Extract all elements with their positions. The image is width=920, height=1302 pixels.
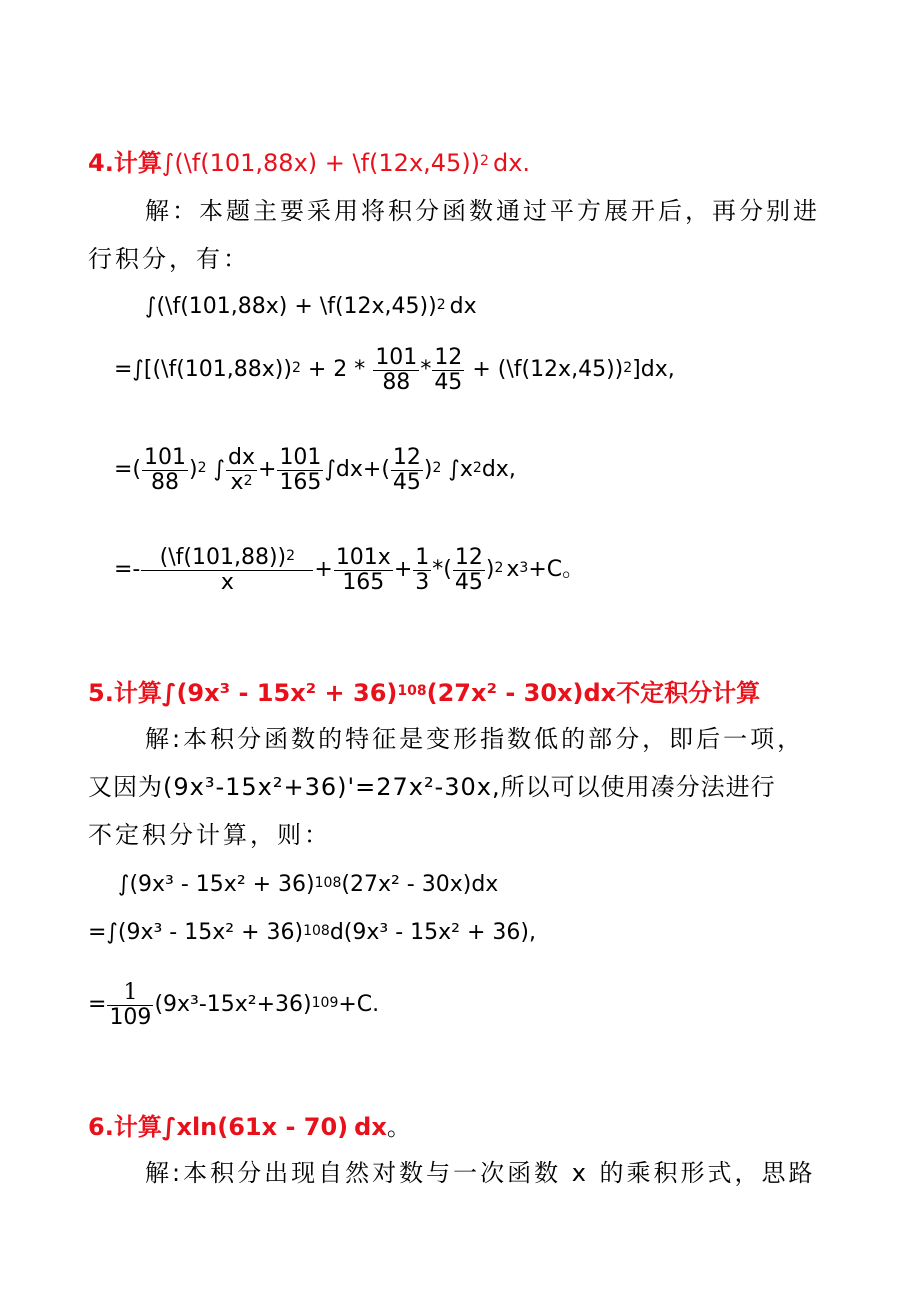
problem-tail: 不定积分计算	[616, 679, 761, 707]
exponent: 108	[314, 875, 342, 891]
exponent: 2	[623, 360, 633, 376]
solution-5-line-2: 又因为(9x³-15x²+36)'=27x²-30x,所以可以使用凑分法进行	[88, 773, 776, 801]
problem-expression: ∫(9x³ - 15x² + 36)	[161, 679, 398, 707]
fraction	[141, 546, 313, 595]
problem-6-heading	[88, 1112, 411, 1142]
solution-4-line-2: 行积分，有：	[88, 245, 250, 273]
eq-text: ∫(9x³ - 15x² + 36)	[118, 872, 315, 897]
eq-4-4	[114, 540, 584, 600]
numerator: 12	[434, 344, 463, 370]
eq-text: ∫(\f(101,88x) + \f(12x,45))	[145, 294, 437, 319]
eq-text: (27x² - 30x)dx	[341, 872, 499, 897]
exponent: 2	[472, 460, 482, 476]
numerator: 101x	[335, 544, 391, 570]
eq-text: ∫x	[448, 457, 473, 482]
fraction	[391, 446, 423, 495]
fraction	[107, 981, 153, 1030]
eq-text: dx	[449, 294, 477, 319]
problem-number: 4.	[88, 149, 114, 177]
eq-text: =∫(9x³ - 15x² + 36)	[88, 920, 304, 945]
problem-number: 5.	[88, 679, 114, 707]
eq-text: =-	[114, 557, 141, 582]
fraction	[373, 346, 419, 395]
problem-expression: ∫(\f(101,88x) + \f(12x,45))	[161, 149, 481, 177]
denominator: x	[230, 469, 244, 495]
eq-text: +	[393, 557, 413, 582]
eq-text: +C.	[338, 992, 380, 1017]
denominator: 165	[342, 569, 385, 595]
exponent: 2	[480, 153, 489, 169]
eq-5-3	[88, 972, 379, 1038]
eq-text: =∫[(\f(101,88x))	[114, 357, 292, 382]
integral-sign: ∫	[213, 457, 226, 482]
eq-text: x	[506, 557, 520, 582]
eq-5-2	[88, 918, 536, 948]
exponent: 3	[519, 560, 529, 576]
problem-label: 计算	[113, 149, 162, 177]
eq-text: +	[258, 457, 277, 482]
problem-label: 计算	[113, 1113, 162, 1141]
eq-text: =(	[114, 457, 142, 482]
exponent: 2	[243, 472, 253, 489]
denominator: 45	[392, 469, 421, 495]
problem-tail: dx.	[492, 149, 531, 177]
numerator: 12	[454, 544, 483, 570]
eq-4-3	[114, 440, 516, 500]
exponent: 108	[303, 923, 330, 939]
eq-text: ]dx,	[632, 357, 675, 382]
denominator: 165	[279, 469, 322, 495]
eq-text: + (\f(12x,45))	[472, 357, 624, 382]
eq-text: *(	[432, 557, 452, 582]
eq-text: ∫dx+(	[324, 457, 390, 482]
denominator: x	[220, 569, 234, 595]
fraction	[413, 546, 431, 595]
eq-text: +C。	[528, 557, 585, 582]
eq-text: )	[189, 457, 198, 482]
fraction	[226, 446, 257, 495]
fraction	[432, 346, 464, 395]
exponent: 108	[397, 683, 427, 699]
problem-expression: ∫xln(61x - 70)	[161, 1113, 349, 1141]
eq-text: + 2 *	[300, 357, 366, 382]
exponent: 2	[197, 460, 207, 476]
numerator: (\f(101,88))	[159, 544, 287, 570]
solution-5-line-1: 解:本积分函数的特征是变形指数低的部分，即后一项，	[145, 725, 805, 753]
denominator: 45	[434, 369, 463, 395]
solution-5-line-3: 不定积分计算，则：	[88, 821, 331, 849]
denominator: 88	[382, 369, 411, 395]
problem-tail: dx	[354, 1113, 387, 1141]
denominator: 3	[415, 569, 430, 595]
exponent: 2	[291, 360, 301, 376]
denominator: 109	[109, 1004, 152, 1030]
eq-4-2	[114, 340, 675, 400]
exponent: 2	[432, 460, 442, 476]
exponent: 2	[286, 547, 296, 564]
eq-text: =	[88, 992, 107, 1017]
eq-5-1	[118, 870, 498, 900]
problem-label: 计算	[113, 679, 162, 707]
exponent: 109	[311, 995, 339, 1011]
problem-number: 6.	[88, 1113, 114, 1141]
numerator: 101	[279, 444, 322, 470]
denominator: 45	[454, 569, 483, 595]
fraction	[453, 546, 485, 595]
denominator: 88	[151, 469, 180, 495]
fraction	[142, 446, 188, 495]
numerator: 1	[415, 544, 430, 570]
numerator: 12	[392, 444, 421, 470]
solution-4-line-1: 解：本题主要采用将积分函数通过平方展开后，再分别进	[145, 197, 820, 225]
numerator: dx	[228, 444, 255, 470]
problem-4-heading	[88, 148, 530, 178]
eq-text: (9x³-15x²+36)	[154, 992, 312, 1017]
solution-6-line-1: 解:本积分出现自然对数与一次函数 x 的乘积形式，思路	[145, 1159, 816, 1187]
exponent: 2	[436, 297, 446, 313]
eq-text: +	[314, 557, 333, 582]
problem-expression: (27x² - 30x)dx	[426, 679, 617, 707]
numerator: 101	[144, 444, 187, 470]
eq-4-1	[145, 292, 477, 322]
numerator: 1	[107, 981, 153, 1006]
problem-end-mark: 。	[386, 1113, 411, 1141]
numerator: 101	[375, 344, 418, 370]
eq-text: *	[420, 357, 432, 382]
fraction	[334, 546, 393, 595]
eq-text: )	[423, 457, 433, 482]
problem-5-heading	[88, 678, 760, 708]
eq-text: d(9x³ - 15x² + 36),	[329, 920, 536, 945]
eq-text: dx,	[481, 457, 516, 482]
eq-text: )	[485, 557, 495, 582]
fraction	[277, 446, 323, 495]
exponent: 2	[494, 560, 504, 576]
